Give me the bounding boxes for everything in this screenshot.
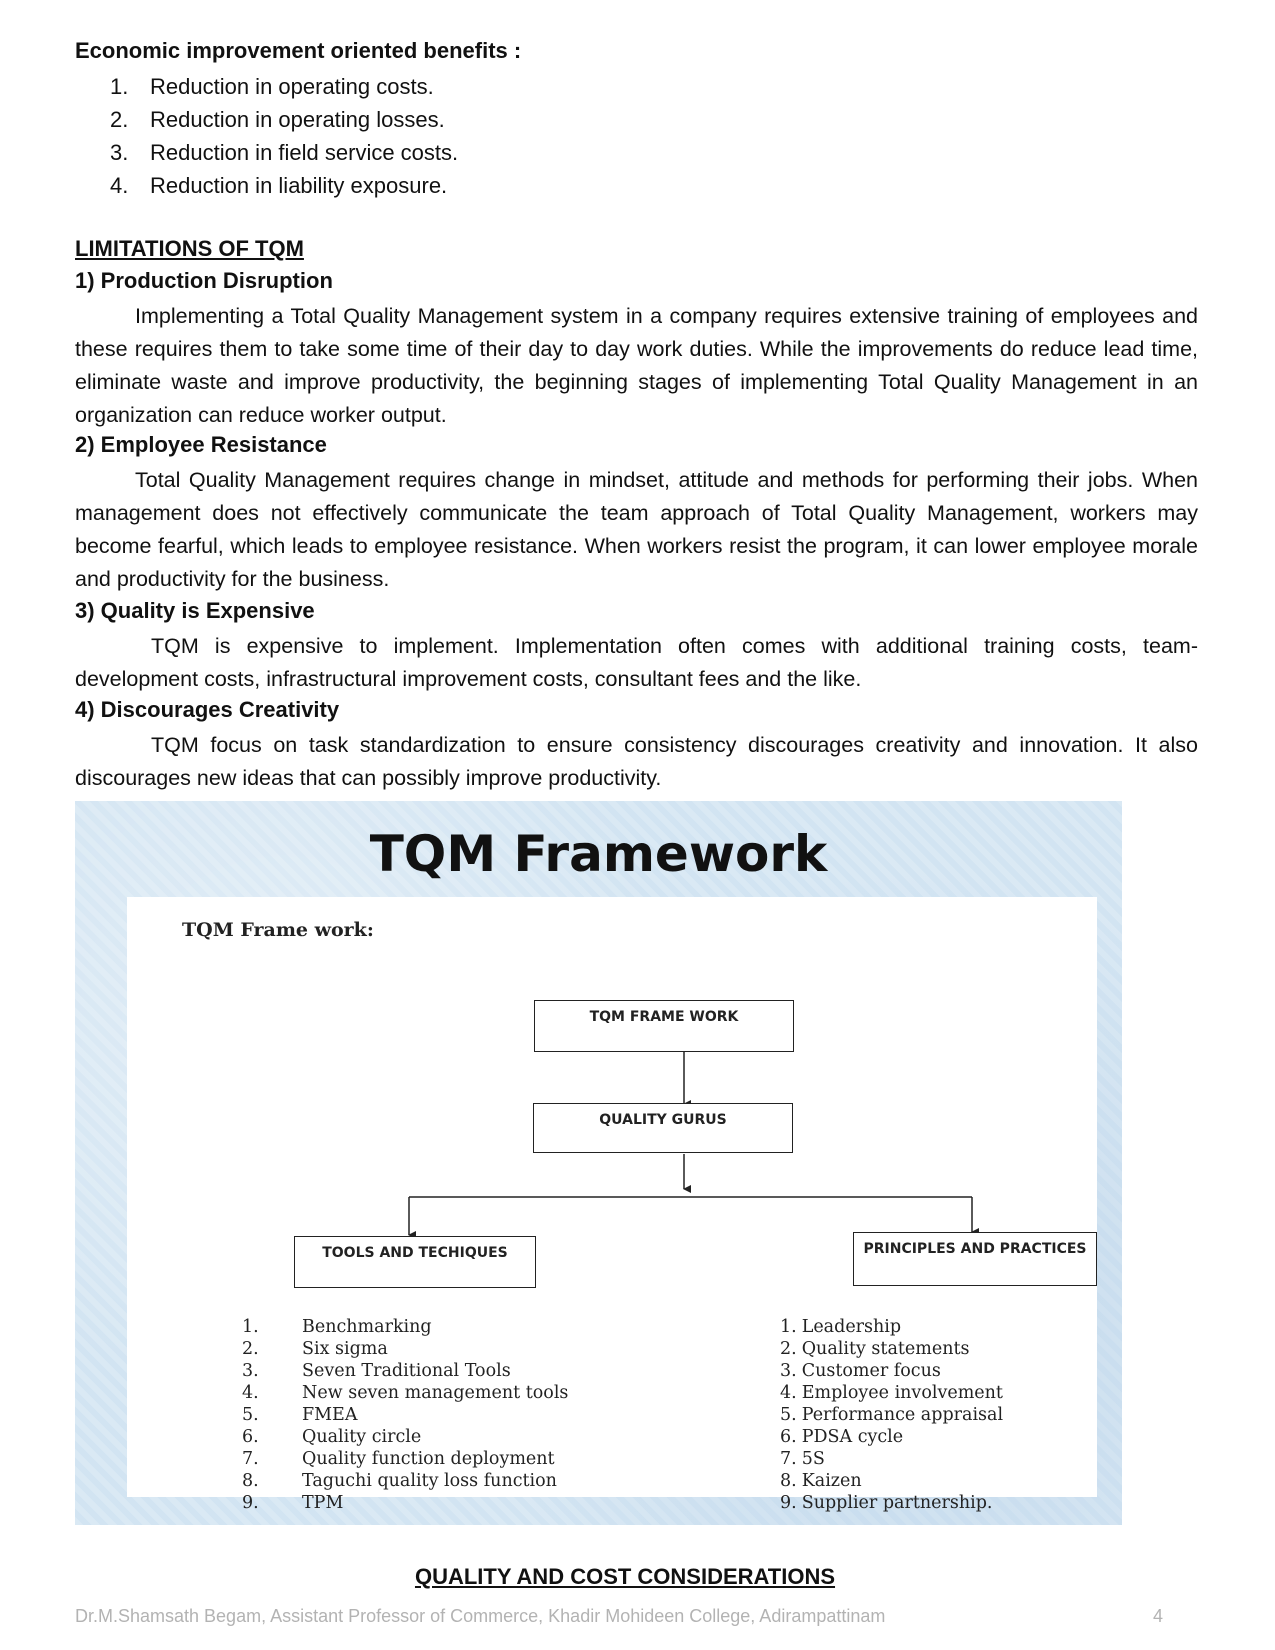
- list-item: 3. Seven Traditional Tools: [242, 1361, 511, 1381]
- list-item: 4. Employee involvement: [780, 1383, 1003, 1403]
- limitations-title: LIMITATIONS OF TQM: [75, 236, 304, 261]
- figure-title: TQM Framework: [369, 825, 828, 883]
- box-tools-techniques: TOOLS AND TECHIQUES: [294, 1236, 536, 1288]
- list-item: 6. Quality circle: [242, 1427, 422, 1447]
- tqm-framework-figure: [75, 801, 1122, 1525]
- list-item: 5. Performance appraisal: [780, 1405, 1004, 1425]
- list-item: 5. FMEA: [242, 1405, 358, 1425]
- list-item: 2. Quality statements: [780, 1339, 970, 1359]
- page-number: 4: [1153, 1606, 1164, 1626]
- limitation-heading: 1) Production Disruption: [75, 268, 333, 293]
- limitation-heading: 2) Employee Resistance: [75, 432, 327, 457]
- list-item: 1. Leadership: [780, 1317, 902, 1337]
- list-item: 8. Kaizen: [780, 1471, 862, 1491]
- list-item: 6. PDSA cycle: [780, 1427, 904, 1447]
- page-footer: Dr.M.Shamsath Begam, Assistant Professor of Commerce, Khadir Mohideen College, Adirampattinam: [75, 1606, 886, 1626]
- list-item: 4. New seven management tools: [242, 1383, 569, 1403]
- list-item: 3. Customer focus: [780, 1361, 941, 1381]
- tools-list: [242, 1316, 568, 1514]
- box-principles-practices: PRINCIPLES AND PRACTICES: [853, 1232, 1097, 1286]
- list-item: 3. Reduction in field service costs.: [110, 140, 459, 165]
- limitation-heading: 4) Discourages Creativity: [75, 697, 340, 722]
- list-item: 7. 5S: [780, 1449, 825, 1469]
- principles-list: [780, 1316, 1003, 1514]
- limitation-paragraph: TQM is expensive to implement. Implementation often comes with additional training costs, team-development costs, infrastructural improvement costs, consultant fees and the like.: [75, 634, 1198, 691]
- framework-diagram-panel: [127, 897, 1097, 1513]
- framework-label: TQM Frame work:: [182, 919, 374, 941]
- list-item: 1. Benchmarking: [242, 1317, 432, 1337]
- economic-benefits-heading: Economic improvement oriented benefits :: [75, 38, 522, 63]
- list-item: 2. Reduction in operating losses.: [110, 107, 445, 132]
- list-item: 7. Quality function deployment: [242, 1449, 555, 1469]
- list-item: 4. Reduction in liability exposure.: [110, 173, 448, 198]
- limitation-heading: 3) Quality is Expensive: [75, 598, 315, 623]
- list-item: 2. Six sigma: [242, 1339, 388, 1359]
- box-quality-gurus: QUALITY GURUS: [533, 1103, 793, 1153]
- limitation-paragraph: TQM focus on task standardization to ensure consistency discourages creativity and innovation. It also discourages new ideas that can possibly improve productivity.: [75, 733, 1198, 790]
- list-item: 9. Supplier partnership.: [780, 1493, 993, 1513]
- limitation-paragraph: Implementing a Total Quality Management system in a company requires extensive training of employees and these requires them to take some time of their day to day work duties. While the improvements do reduce lead time, eliminate waste and improve productivity, the beginning stages of implementing Total Quality Management in an organization can reduce worker output.: [75, 304, 1198, 427]
- economic-benefits-list: [110, 70, 458, 202]
- quality-cost-title: QUALITY AND COST CONSIDERATIONS: [414, 1564, 836, 1589]
- list-item: 1. Reduction in operating costs.: [110, 74, 434, 99]
- list-item: 8. Taguchi quality loss function: [242, 1471, 557, 1491]
- list-item: 9. TPM: [242, 1493, 344, 1513]
- limitation-paragraph: Total Quality Management requires change in mindset, attitude and methods for performing their jobs. When management does not effectively communicate the team approach of Total Quality Management, workers may become fearful, which leads to employee resistance. When workers resist the program, it can lower employee morale and productivity for the business.: [75, 468, 1198, 591]
- box-tqm-frame-work: TQM FRAME WORK: [534, 1000, 794, 1052]
